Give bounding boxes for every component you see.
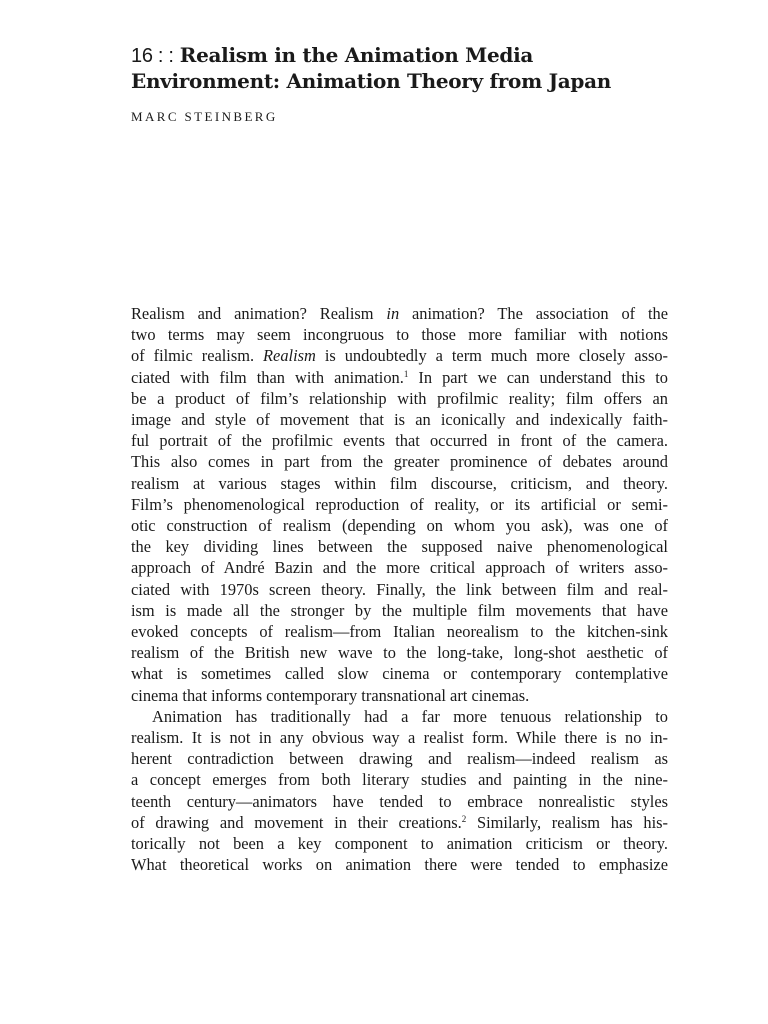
text-line: ciated with film than with animation.$^1$ In part we can understand this to <box>131 367 668 387</box>
chapter-title-line-2: Environment: Animation Theory from Japan <box>131 69 612 93</box>
text-line: the key dividing lines between the supposed naive phenomenological <box>131 537 668 557</box>
text-line: of filmic realism. Realism is undoubtedly a term much more closely asso- <box>131 346 668 366</box>
text-line: evoked concepts of realism—from Italian neorealism to the kitchen-sink <box>131 622 668 642</box>
text-line: what is sometimes called slow cinema or contemporary contemplative <box>131 664 668 684</box>
text-line: two terms may seem incongruous to those more familiar with notions <box>131 325 668 345</box>
text-line: otic construction of realism (depending on whom you ask), was one of <box>131 516 668 536</box>
chapter-header <box>131 43 668 126</box>
text-line: cinema that informs contemporary transnational art cinemas. <box>131 685 530 705</box>
text-line: ful portrait of the profilmic events that occurred in front of the camera. <box>131 431 668 451</box>
footnote-marker-1[interactable]: 1 <box>403 368 409 379</box>
chapter-title-line-1: Realism in the Animation Media <box>179 43 534 67</box>
text-line: image and style of movement that is an iconically and indexically faith- <box>131 410 668 430</box>
text-line: herent contradiction between drawing and realism—indeed realism as <box>131 749 668 769</box>
text-line: of drawing and movement in their creations.$^2$ Similarly, realism has his- <box>131 812 668 832</box>
text-line: realism of the British new wave to the long-take, long-shot aesthetic of <box>131 643 668 663</box>
text-line: teenth century—animators have tended to embrace nonrealistic styles <box>131 791 668 811</box>
body-text <box>131 303 668 875</box>
text-line: Realism and animation? Realism in animation? The association of the <box>131 304 668 323</box>
text-line: Film’s phenomenological reproduction of reality, or its artificial or semi- <box>131 494 668 514</box>
chapter-number: 16 : : <box>131 45 174 67</box>
text-line: Animation has traditionally had a far more tenuous relationship to <box>152 706 668 726</box>
text-line: be a product of film’s relationship with profilmic reality; film offers an <box>131 388 668 408</box>
footnote-marker-2[interactable]: 2 <box>461 813 467 824</box>
text-line: This also comes in part from the greater prominence of debates around <box>131 452 668 472</box>
author-name: MARC STEINBERG <box>131 109 278 124</box>
text-line: realism. It is not in any obvious way a realist form. While there is no in- <box>131 728 668 748</box>
paragraph-1 <box>131 303 668 706</box>
text-line: torically not been a key component to animation criticism or theory. <box>131 834 668 854</box>
paragraph-2 <box>131 706 668 876</box>
text-line: What theoretical works on animation there were tended to emphasize <box>131 855 668 875</box>
text-line: a concept emerges from both literary studies and painting in the nine- <box>131 770 668 790</box>
text-line: approach of André Bazin and the more critical approach of writers asso- <box>131 558 668 578</box>
chapter-title <box>131 43 668 94</box>
text-line: realism at various stages within film discourse, criticism, and theory. <box>131 473 668 493</box>
text-line: ciated with 1970s screen theory. Finally, the link between film and real- <box>131 579 668 599</box>
text-line: ism is made all the stronger by the multiple film movements that have <box>131 600 668 620</box>
